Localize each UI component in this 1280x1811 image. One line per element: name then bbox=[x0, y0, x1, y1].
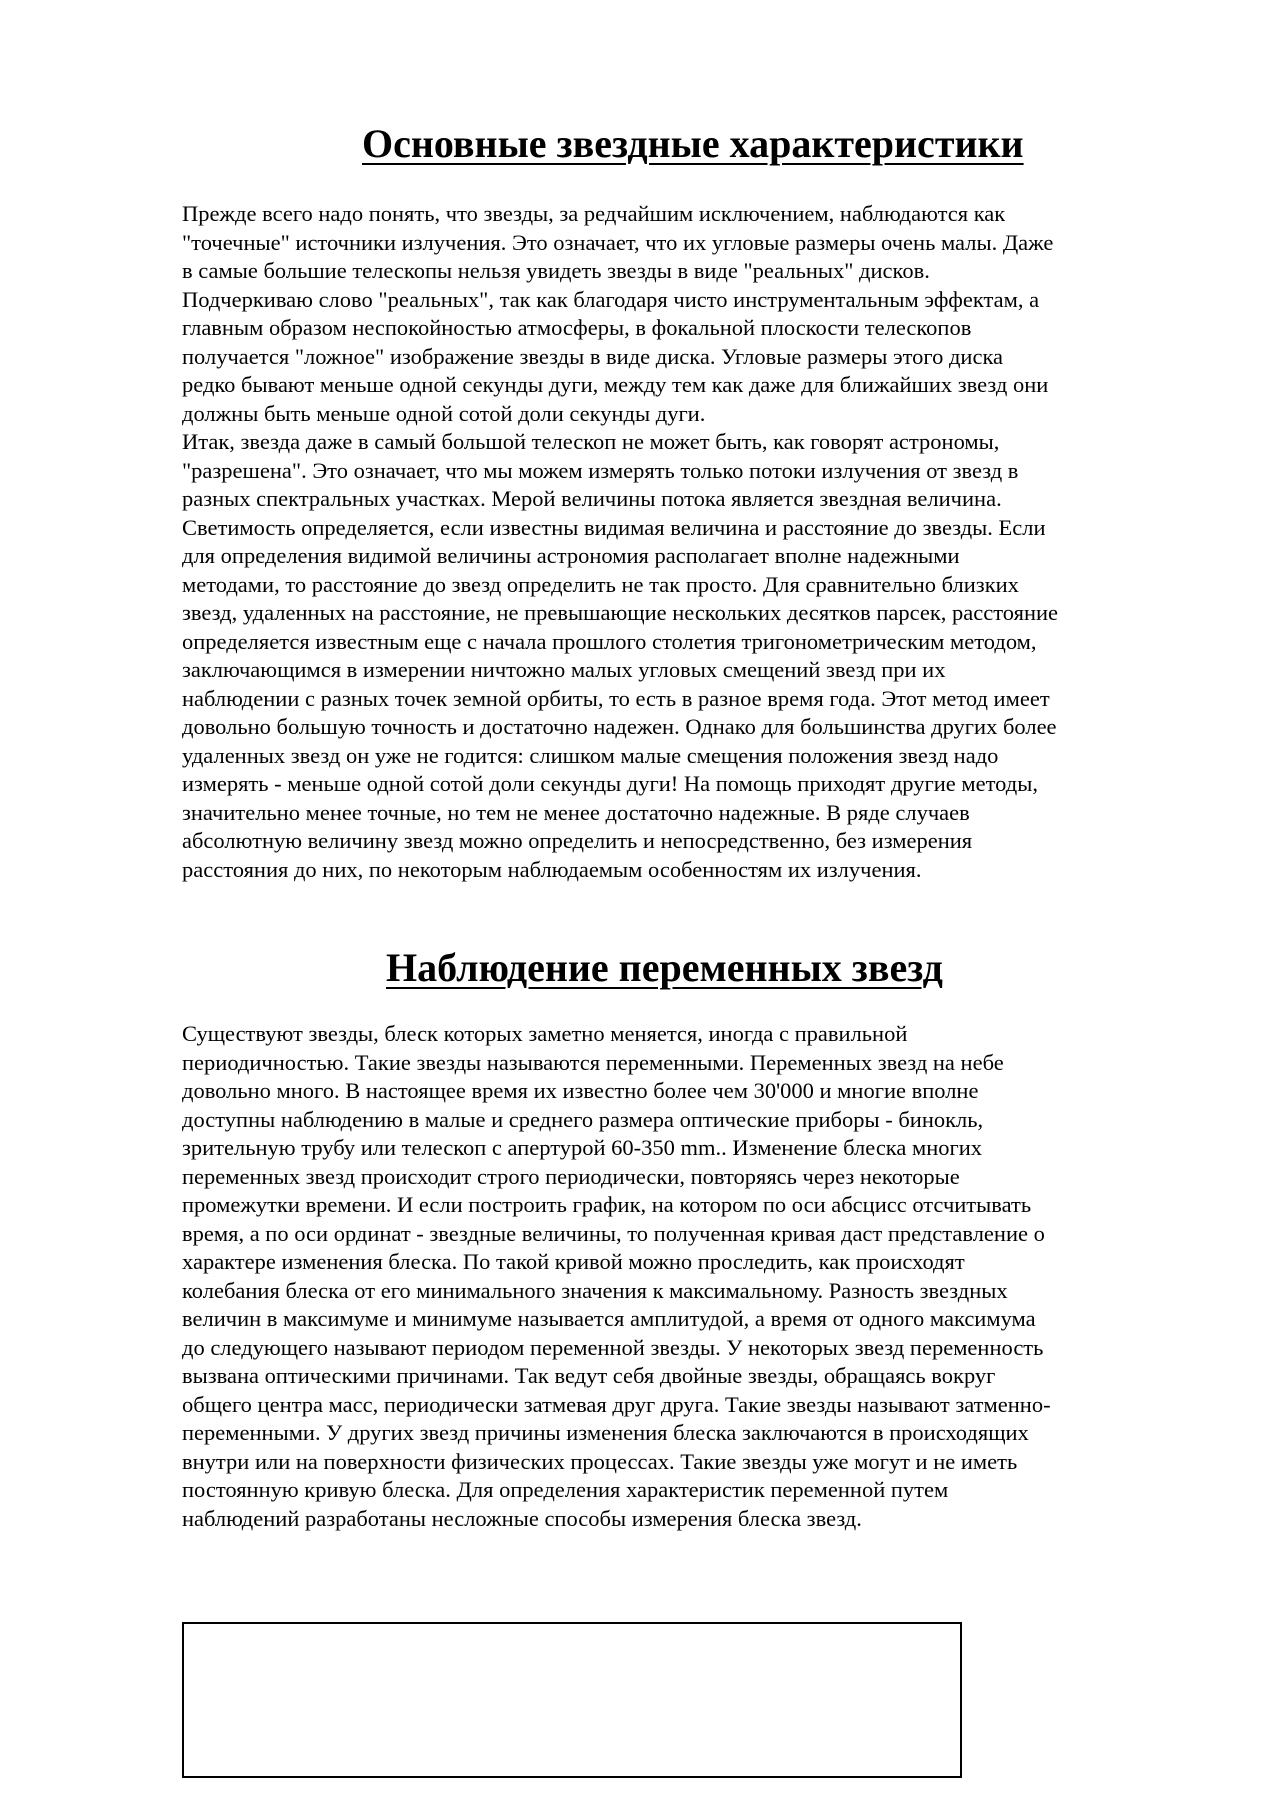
text-line: внутри или на поверхности физических процессах. Такие звезды уже могут и не иметь bbox=[182, 1448, 1018, 1474]
text-line: зрительную трубу или телескоп с апертурой 60-350 mm.. Изменение блеска многих bbox=[182, 1135, 983, 1160]
text-line: Подчеркиваю слово "реальных", так как благодаря чисто инструментальным эффектам, а bbox=[182, 286, 1040, 312]
text-line: постоянную кривую блеска. Для определения характеристик переменной путем bbox=[182, 1477, 949, 1502]
text-line: редко бывают меньше одной секунды дуги, между тем как даже для ближайших звезд они bbox=[182, 372, 1049, 397]
text-line: промежутки времени. И если построить график, на котором по оси абсцисс отсчитывать bbox=[182, 1192, 1032, 1217]
section-heading-variable-stars: Наблюдение переменных звезд bbox=[386, 945, 943, 990]
text-line: величин в максимуме и минимуме называется амплитудой, а время от одного максимума bbox=[182, 1306, 1036, 1331]
text-line: Прежде всего надо понять, что звезды, за редчайшим исключением, наблюдаются как bbox=[182, 201, 1006, 226]
text-line: довольно большую точность и достаточно надежен. Однако для большинства других более bbox=[182, 714, 1057, 739]
text-line: "разрешена". Это означает, что мы можем измерять только потоки излучения от звезд в bbox=[182, 457, 1019, 483]
text-line: звезд, удаленных на расстояние, не превышающие нескольких десятков парсек, расстояние bbox=[182, 600, 1059, 625]
text-line: до следующего называют периодом переменной звезды. У некоторых звезд переменность bbox=[182, 1334, 1044, 1360]
text-line: наблюдении с разных точек земной орбиты, то есть в разное время года. Этот метод имеет bbox=[182, 685, 1050, 711]
paragraph-variable-stars bbox=[182, 1020, 1192, 1533]
section-heading-star-characteristics: Основные звездные характеристики bbox=[362, 121, 1024, 166]
text-line: главным образом неспокойностью атмосферы, в фокальной плоскости телескопов bbox=[182, 315, 972, 340]
text-line: характере изменения блеска. По такой кривой можно проследить, как происходят bbox=[182, 1249, 965, 1274]
text-line: измерять - меньше одной сотой доли секунды дуги! На помощь приходят другие методы, bbox=[182, 771, 1038, 796]
text-line: доступны наблюдению в малые и среднего размера оптические приборы - бинокль, bbox=[182, 1106, 984, 1132]
text-line: должны быть меньше одной сотой доли секунды дуги. bbox=[182, 400, 706, 426]
text-line: разных спектральных участках. Мерой величины потока является звездная величина. bbox=[182, 486, 1002, 511]
text-line: переменными. У других звезд причины изменения блеска заключаются в происходящих bbox=[182, 1420, 1029, 1445]
text-line: Существуют звезды, блеск которых заметно меняется, иногда с правильной bbox=[182, 1021, 908, 1046]
text-line: время, а по оси ординат - звездные величины, то полученная кривая даст представление о bbox=[182, 1220, 1045, 1246]
text-line: расстояния до них, по некоторым наблюдаемым особенностям их излучения. bbox=[182, 856, 922, 882]
text-line: в самые большие телескопы нельзя увидеть звезды в виде "реальных" дисков. bbox=[182, 258, 930, 283]
text-line: абсолютную величину звезд можно определить и непосредственно, без измерения bbox=[182, 828, 973, 853]
text-line: Светимость определяется, если известны видимая величина и расстояние до звезды. Если bbox=[182, 514, 1046, 540]
text-line: "точечные" источники излучения. Это означает, что их угловые размеры очень малы. Даже bbox=[182, 229, 1054, 255]
text-line: общего центра масс, периодически затмевая друг друга. Такие звезды называют затменно- bbox=[182, 1391, 1051, 1417]
text-line: удаленных звезд он уже не годится: слишком малые смещения положения звезд надо bbox=[182, 742, 999, 768]
text-line: наблюдений разработаны несложные способы измерения блеска звезд. bbox=[182, 1505, 862, 1531]
text-line: значительно менее точные, но тем не менее достаточно надежные. В ряде случаев bbox=[182, 799, 970, 825]
text-line: довольно много. В настоящее время их известно более чем 30'000 и многие вполне bbox=[182, 1078, 979, 1103]
text-line: заключающимся в измерении ничтожно малых угловых смещений звезд при их bbox=[182, 657, 946, 682]
text-line: определяется известным еще с начала прошлого столетия тригонометрическим методом, bbox=[182, 628, 1037, 654]
text-line: Итак, звезда даже в самый большой телескоп не может быть, как говорят астрономы, bbox=[182, 429, 1000, 454]
text-line: вызвана оптическими причинами. Так ведут себя двойные звезды, обращаясь вокруг bbox=[182, 1363, 996, 1388]
text-line: для определения видимой величины астрономия располагает вполне надежными bbox=[182, 543, 960, 568]
empty-frame-box bbox=[182, 1622, 962, 1778]
text-line: методами, то расстояние до звезд определить не так просто. Для сравнительно близких bbox=[182, 571, 1019, 597]
text-line: переменных звезд происходит строго периодически, повторяясь через некоторые bbox=[182, 1163, 960, 1189]
text-line: колебания блеска от его минимального значения к максимальному. Разность звездных bbox=[182, 1277, 1008, 1303]
text-line: периодичностью. Такие звезды называются переменными. Переменных звезд на небе bbox=[182, 1049, 1004, 1075]
text-line: получается "ложное" изображение звезды в виде диска. Угловые размеры этого диска bbox=[182, 343, 1004, 369]
paragraph-star-characteristics bbox=[182, 200, 1192, 884]
